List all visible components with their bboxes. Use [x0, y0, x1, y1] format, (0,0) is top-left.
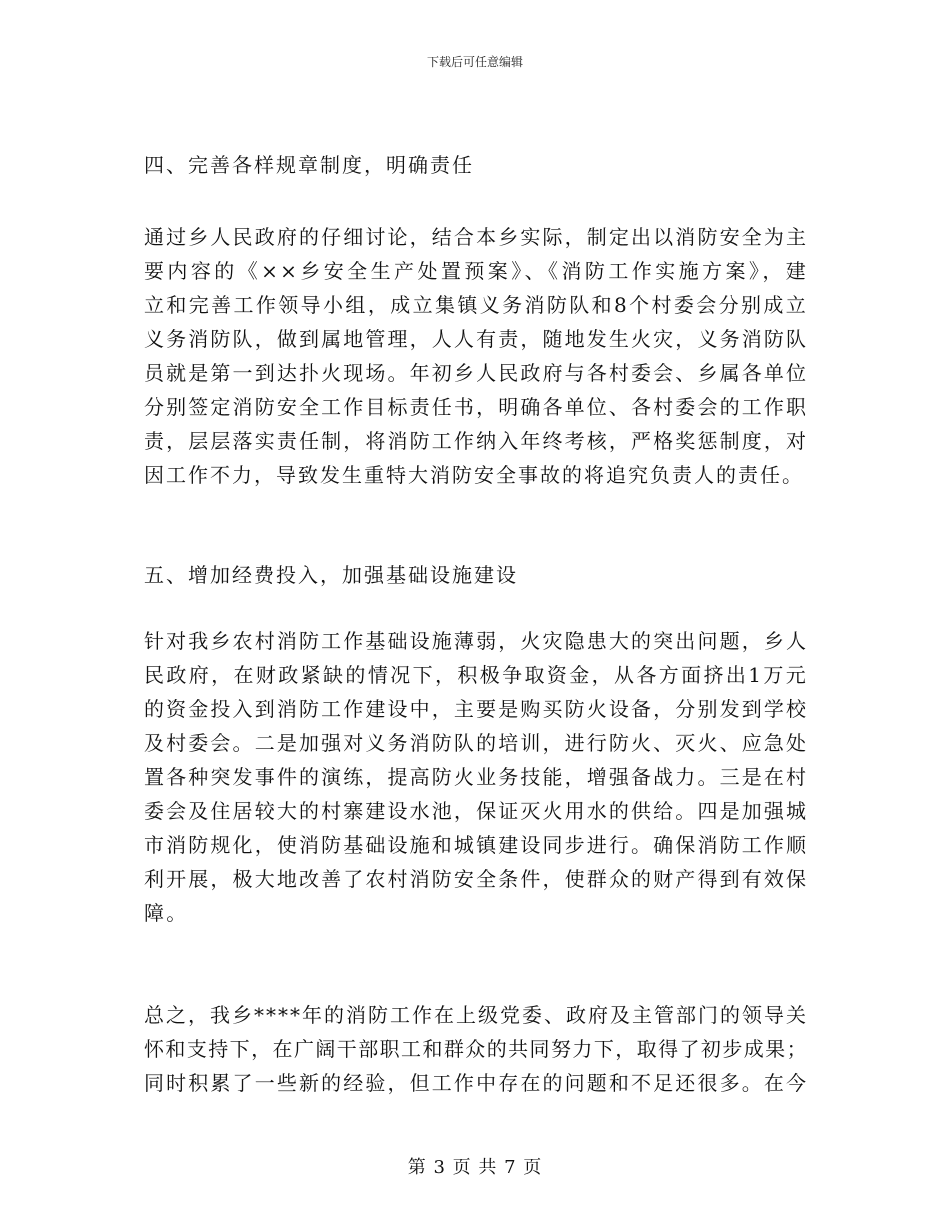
- paragraph-line: 利开展，极大地改善了农村消防安全条件，使群众的财产得到有效保: [144, 867, 808, 891]
- section-4-paragraph: [144, 220, 808, 492]
- paragraph-line: 针对我乡农村消防工作基础设施薄弱，火灾隐患大的突出问题，乡人: [144, 629, 808, 653]
- paragraph-line: 委会及住居较大的村寨建设水池，保证灭火用水的供给。四是加强城: [144, 799, 808, 823]
- paragraph-line: 市消防规化，使消防基础设施和城镇建设同步进行。确保消防工作顺: [144, 833, 808, 857]
- paragraph-line: 的资金投入到消防工作建设中，主要是购买防火设备，分别发到学校: [144, 697, 808, 721]
- paragraph-line: 责，层层落实责任制，将消防工作纳入年终考核，严格奖惩制度，对: [144, 429, 808, 453]
- paragraph-line: 同时积累了一些新的经验，但工作中存在的问题和不足还很多。在今: [144, 1071, 808, 1095]
- paragraph-line: 义务消防队，做到属地管理，人人有责，随地发生火灾，义务消防队: [144, 327, 808, 351]
- paragraph-line: 民政府，在财政紧缺的情况下，积极争取资金，从各方面挤出1万元: [144, 663, 808, 687]
- section-heading-4: 四、完善各样规章制度，明确责任: [144, 153, 474, 177]
- paragraph-line: 障。: [144, 901, 189, 925]
- paragraph-line: 怀和支持下，在广阔干部职工和群众的共同努力下，取得了初步成果；: [144, 1037, 808, 1061]
- paragraph-line: 要内容的《××乡安全生产处置预案》、《消防工作实施方案》，建: [144, 259, 808, 283]
- header-note: 下载后可任意编辑: [426, 55, 523, 69]
- paragraph-line: 分别签定消防安全工作目标责任书，明确各单位、各村委会的工作职: [144, 395, 808, 419]
- section-5-paragraph: [144, 624, 808, 930]
- paragraph-line: 置各种突发事件的演练，提高防火业务技能，增强备战力。三是在村: [144, 765, 808, 789]
- section-heading-5: 五、增加经费投入，加强基础设施建设: [144, 563, 518, 587]
- paragraph-line: 及村委会。二是加强对义务消防队的培训，进行防火、灭火、应急处: [144, 731, 808, 755]
- paragraph-line: 总之，我乡****年的消防工作在上级党委、政府及主管部门的领导关: [144, 1003, 808, 1027]
- paragraph-line: 通过乡人民政府的仔细讨论，结合本乡实际，制定出以消防安全为主: [144, 225, 808, 249]
- conclusion-paragraph: [144, 998, 808, 1100]
- paragraph-line: 立和完善工作领导小组，成立集镇义务消防队和8个村委会分别成立: [144, 293, 808, 317]
- paragraph-line: 因工作不力，导致发生重特大消防安全事故的将追究负责人的责任。: [144, 463, 804, 487]
- page-number-footer: 第 3 页 共 7 页: [407, 1157, 543, 1178]
- paragraph-line: 员就是第一到达扑火现场。年初乡人民政府与各村委会、乡属各单位: [144, 361, 808, 385]
